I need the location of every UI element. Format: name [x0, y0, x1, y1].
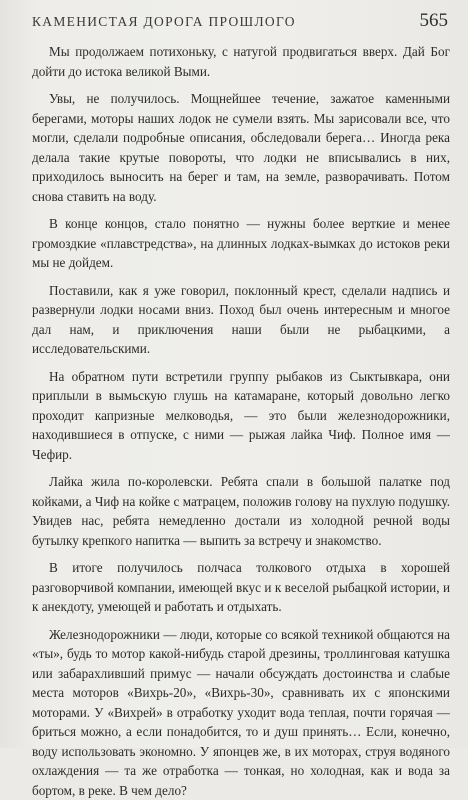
paragraph-2: Увы, не получилось. Мощнейшее течение, зажатое каменными берегами, моторы наших лодок не сумели взять. Мы зарисовали все, что могли, сделали подробные описания, обследовали берега… Иногда река делала такие крутые повороты, что лодки не вписывались в них, приходилось выносить на берег и там, на земле, разворачивать. Потом снова ставить на воду. — [32, 89, 450, 206]
paragraph-6: Лайка жила по-королевски. Ребята спали в большой палатке под койками, а Чиф на койке с матрацем, положив голову на пухлую подушку. Увидев нас, ребята немедленно достали из холодной речной воды бутылку крепкого напитка — выпить за встречу и знакомство. — [32, 472, 450, 550]
paragraph-3: В конце концов, стало понятно — нужны более верткие и менее громоздкие «плавстредства», на длинных лодках-вымках до истоков реки мы не дойдем. — [32, 214, 450, 273]
paragraph-8: Железнодорожники — люди, которые со всякой техникой общаются на «ты», будь то мотор какой-нибудь старой дрезины, троллинговая катушка или забарахливший примус — начали обсуждать достоинства и слабые места моторов «Вихрь-20», «Вихрь-30», сравнивать их с японскими моторами. У «Вихрей» в отработку уходит вода теплая, почти горячая — бриться можно, а если понадобится, то и душ принять… Если, конечно, воду использовать экономно. У японцев же, в их моторах, струя водяного охлаждения — та же отработка — тонкая, но холодная, как и вода за бортом, в реке. В чем дело? — [32, 625, 450, 800]
running-title: КАМЕНИСТАЯ ДОРОГА ПРОШЛОГО — [32, 14, 296, 30]
paragraph-1: Мы продолжаем потихоньку, с натугой продвигаться вверх. Дай Бог дойти до истока великой Выми. — [32, 42, 450, 81]
paragraph-5: На обратном пути встретили группу рыбаков из Сыктывкара, они приплыли в вымьскую глушь на катамаране, который довольно легко проходит капризные мелководья, — это были железнодорожники, находившиеся в отпуске, с ними — рыжая лайка Чиф. Полное имя — Чефир. — [32, 367, 450, 465]
body-text — [32, 42, 450, 800]
page-number: 565 — [420, 10, 451, 32]
page-header — [32, 10, 450, 40]
paragraph-4: Поставили, как я уже говорил, поклонный крест, сделали надпись и развернули лодки носами вниз. Поход был очень интересным и многое дал нам, и приключения наши были не рыбацкими, а исследовательскими. — [32, 281, 450, 359]
paragraph-7: В итоге получилось полчаса толкового отдыха в хорошей разговорчивой компании, имеющей вкус и к веселой рыбацкой истории, и к анекдоту, умеющей и работать и отдыхать. — [32, 558, 450, 617]
